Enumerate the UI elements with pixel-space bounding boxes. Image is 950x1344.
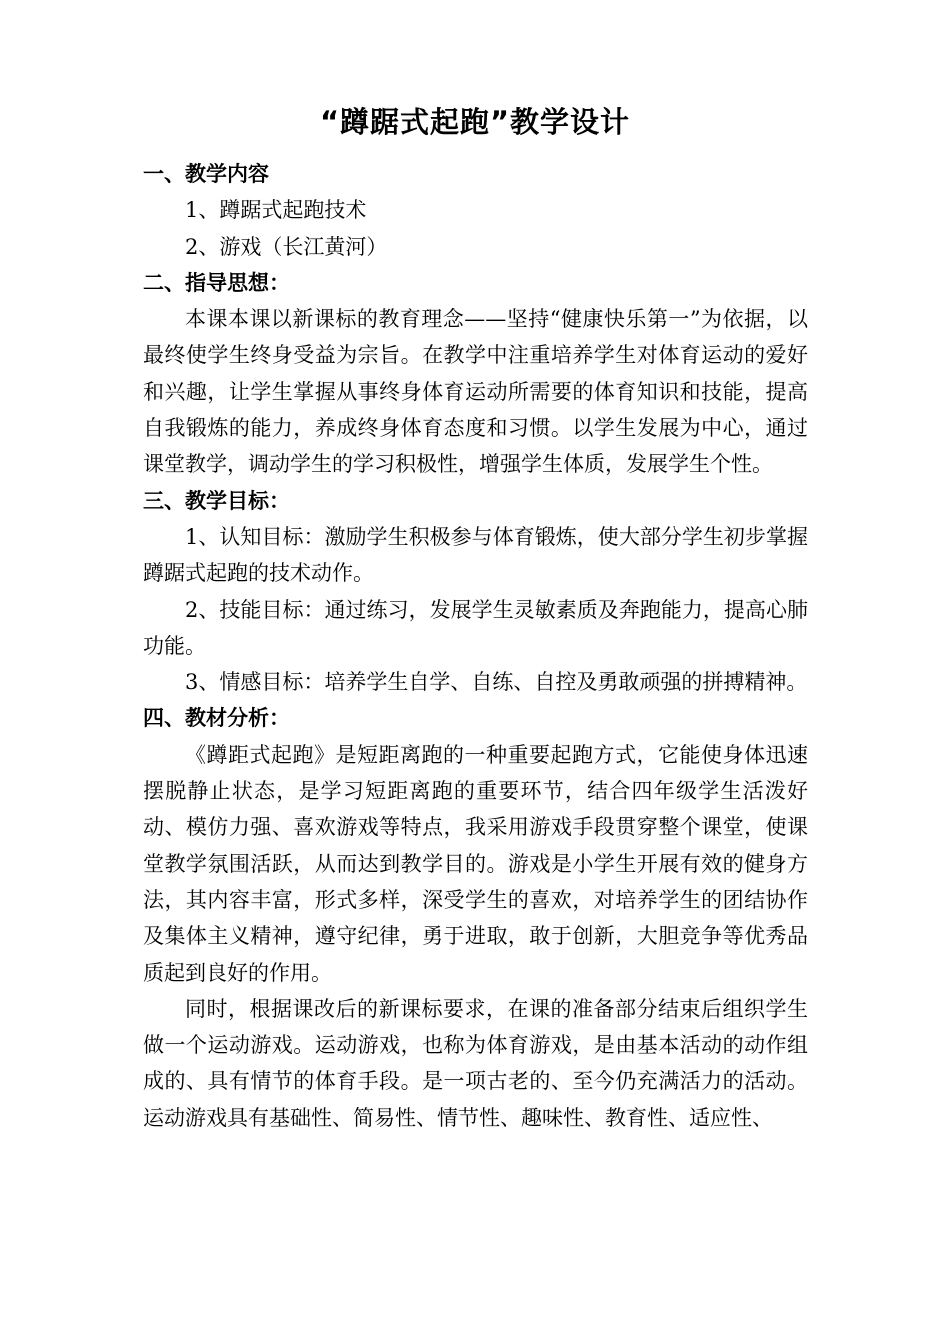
- section-heading-content: 一、教学内容: [143, 162, 269, 186]
- document-body: [143, 156, 808, 1136]
- section-heading-objectives: 三、教学目标：: [143, 488, 290, 513]
- objective-item: 2、技能目标：通过练习，发展学生灵敏素质及奔跑能力，提高心肺功能。: [143, 597, 808, 658]
- objective-item: 1、认知目标：激励学生积极参与体育锻炼，使大部分学生初步掌握蹲踞式起跑的技术动作。: [143, 524, 808, 586]
- paragraph: 《蹲距式起跑》是短距离跑的一种重要起跑方式，它能使身体迅速摆脱静止状态，是学习短距离跑的重要环节，结合四年级学生活泼好动、模仿力强、喜欢游戏等特点，我采用游戏手段贯穿整个课堂，使课堂教学氛围活跃，从而达到教学目的。游戏是小学生开展有效的健身方法，其内容丰富，形式多样，深受学生的喜欢，对培养学生的团结协作及集体主义精神，遵守纪律，勇于进取，敢于创新，大胆竞争等优秀品质起到良好的作用。: [143, 742, 808, 985]
- section-heading-analysis: 四、教材分析：: [143, 706, 290, 731]
- objective-item: 3、情感目标：培养学生自学、自练、自控及勇敢顽强的拼搏精神。: [185, 670, 808, 695]
- document-title: “蹲踞式起跑”教学设计: [319, 105, 631, 139]
- section-heading-guiding-idea: 二、指导思想：: [143, 270, 290, 295]
- paragraph: 同时，根据课改后的新课标要求，在课的准备部分结束后组织学生做一个运动游戏。运动游戏，也称为体育游戏，是由基本活动的动作组成的、具有情节的体育手段。是一项古老的、至今仍充满活力的活动。运动游戏具有基础性、简易性、情节性、趣味性、教育性、适应性、: [143, 996, 808, 1130]
- paragraph: 本课本课以新课标的教育理念——坚持“健康快乐第一”为依据，以最终使学生终身受益为宗旨。在教学中注重培养学生对体育运动的爱好和兴趣，让学生掌握从事终身体育运动所需要的体育知识和技能，提高自我锻炼的能力，养成终身体育态度和习惯。以学生发展为中心，通过课堂教学，调动学生的学习积极性，增强学生体质，发展学生个性。: [143, 307, 808, 477]
- content-item: 2、游戏（长江黄河）: [185, 234, 388, 259]
- content-item: 1、蹲踞式起跑技术: [185, 198, 367, 223]
